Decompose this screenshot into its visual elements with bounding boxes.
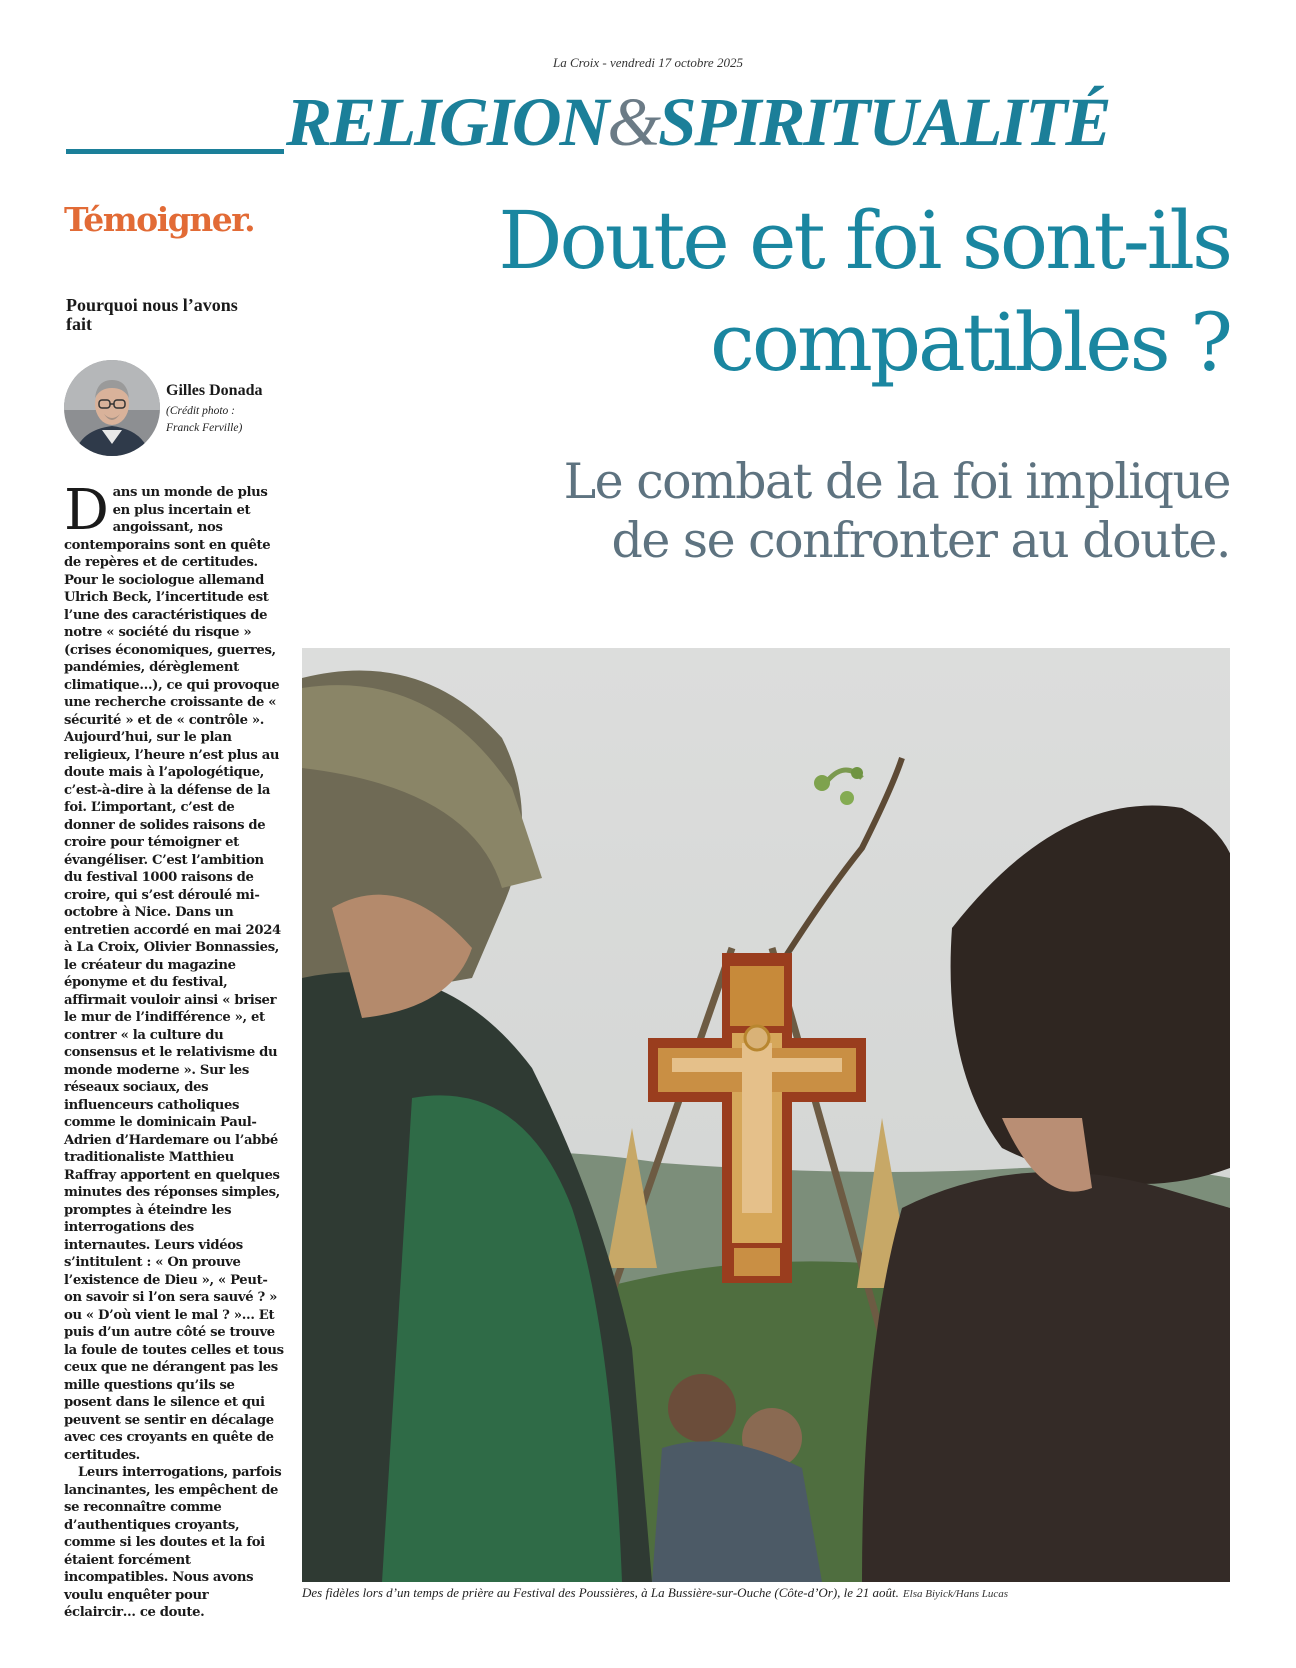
main-photo (302, 648, 1230, 1582)
author-name: Gilles Donada (166, 382, 263, 399)
dropcap: D (64, 478, 109, 543)
author-portrait-icon (64, 360, 160, 456)
headline-line2: compatibles ? (710, 296, 1230, 389)
headline (320, 190, 1230, 394)
photo-credit: Elsa Biyick/Hans Lucas (902, 1588, 1009, 1600)
author-avatar (64, 360, 160, 456)
section-label: Témoigner. (64, 200, 255, 239)
headline-line1: Doute et foi sont-ils (498, 194, 1230, 287)
author-credit-line2: Franck Ferville) (166, 422, 243, 434)
body-paragraph-1-text: ans un monde de plus en plus incertain et angoissant, nos contemporains sont en quête de repères et de certitudes. Pour le sociologue allemand Ulrich Beck, l’incertitude est l’une des caractéristiques de notre « société du risque » (crises économiques, guerres, pandémies, dérèglement climatique…), ce qui provoque une recherche croissante de « sécurité » et de « contrôle ». Aujourd’hui, sur le plan religieux, l’heure n’est plus au doute mais à l’apologétique, c’est-à-dire à la défense de la foi. L’important, c’est de donner de solides raisons de croire pour témoigner et évangéliser. C’est l’ambition du festival 1000 raisons de croire, qui s’est déroulé mi-octobre à Nice. Dans un entretien accordé en mai 2024 à La Croix, Olivier Bonnassies, le créateur du magazine éponyme et du festival, affirmait vouloir ainsi « briser le mur de l’indifférence », et contrer « la culture du consensus et le relativisme du monde moderne ». Sur les réseaux sociaux, des influenceurs catholiques comme le dominicain Paul-Adrien d’Hardemare ou l’abbé traditionaliste Matthieu Raffray apportent en quelques minutes des réponses simples, promptes à éteindre les interrogations des internautes. Leurs vidéos s’intitulent : « On prouve l’existence de Dieu », « Peut-on savoir si l’on sera sauvé ? » ou « D’où vient le mal ? »… Et puis d’un autre côté se trouve la foule de toutes celles et tous ceux que ne dérangent pas les mille questions qu’ils se posent dans le silence et qui peuvent se sentir en décalage avec ces croyants en quête de certitudes. (64, 485, 284, 1463)
rubric-rule (66, 149, 284, 154)
photo-caption-text: Des fidèles lors d’un temps de prière au Festival des Poussières, à La Bussière-sur-Ouche (Côte-d’Or), le 21 août. (302, 1585, 899, 1600)
body-paragraph-1 (64, 478, 284, 1464)
article-body (64, 478, 284, 1622)
author-credit (166, 403, 296, 437)
author-block (166, 382, 296, 437)
prayer-crucifix-photo-icon (302, 648, 1230, 1582)
why-title: Pourquoi nous l’avons fait (66, 295, 238, 334)
rubric-part1: RELIGION (286, 84, 608, 160)
rubric-title (286, 82, 1231, 162)
subheadline-line1: Le combat de la foi implique (563, 453, 1230, 510)
body-paragraph-2: Leurs interrogations, parfois lancinantes, les empêchent de se reconnaître comme d’authentiques croyants, comme si les doutes et la foi étaient forcément incompatibles. Nous avons voulu enquêter pour éclaircir… ce doute. (64, 1465, 282, 1620)
rubric-part2: SPIRITUALITÉ (658, 84, 1110, 160)
subheadline (400, 452, 1230, 570)
subheadline-line2: de se confronter au doute. (611, 512, 1230, 569)
author-credit-line1: (Crédit photo : (166, 405, 235, 417)
photo-caption (302, 1585, 1232, 1601)
rubric-ampersand: & (607, 84, 659, 160)
dateline: La Croix - vendredi 17 octobre 2025 (553, 55, 743, 70)
